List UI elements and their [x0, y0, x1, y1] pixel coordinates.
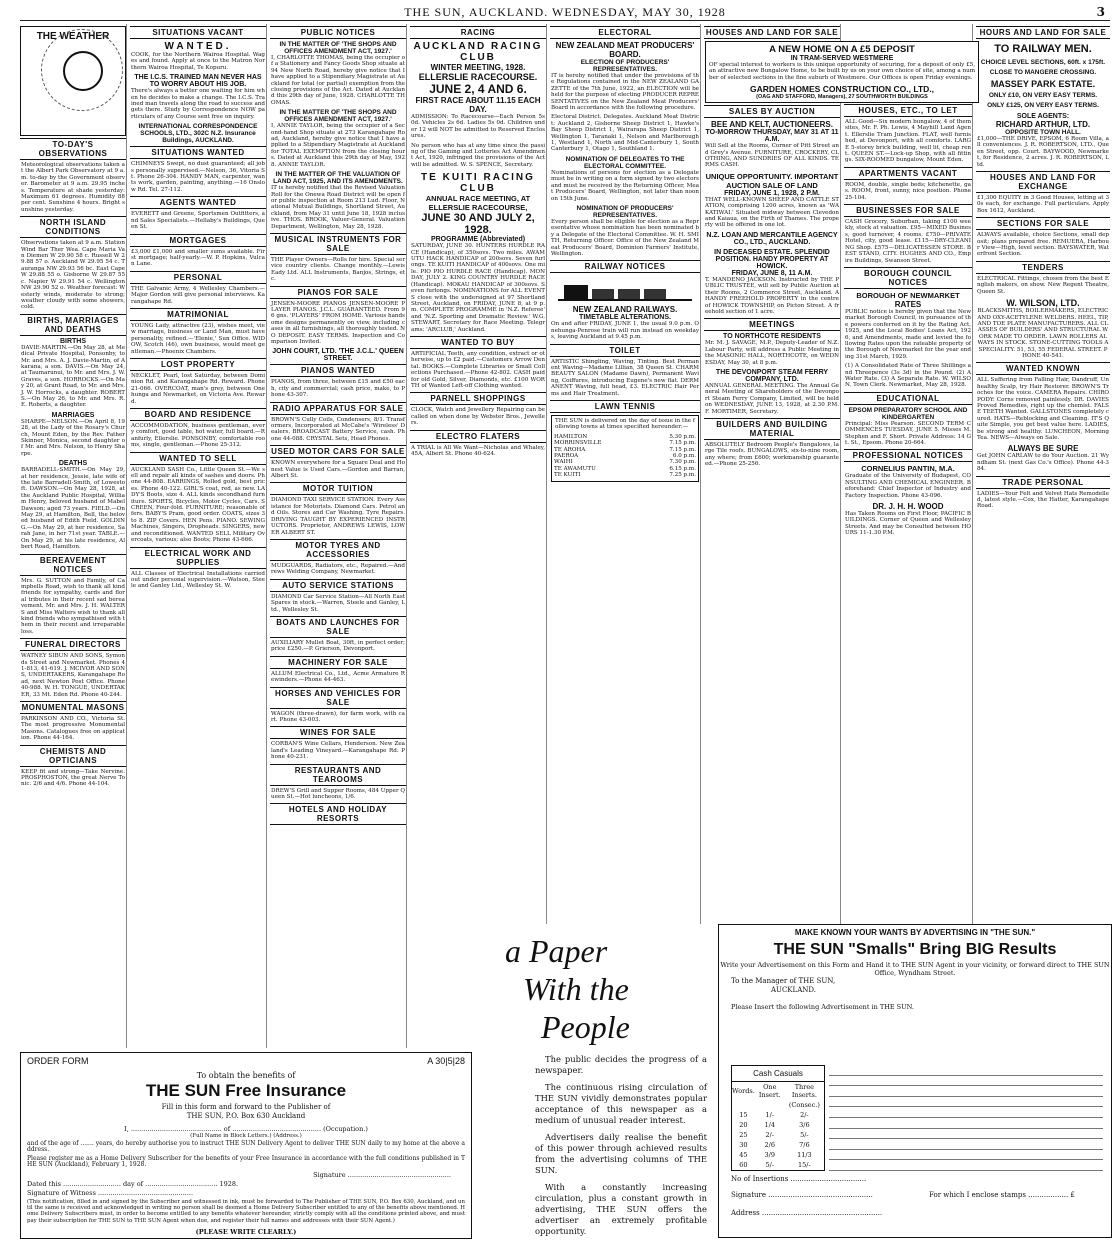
musical-text: THE Player Owners—Rolls for hire. Special service country clients. Change monthly.—Lewis Eady Ltd. ALL Instruments, Banjos, Strings, etc. [271, 256, 405, 283]
marriages-text: SHARPE—NELSON.—On April 8, 1928, at the Lady of the Rosary's Church, Mount Eden, by the Rev. Father Skinner, Monica, second daughter of Mr. and Mrs. Nelson, to Henry Sharpe. [21, 418, 125, 457]
smalls-sub: Write your Advertisement on this Form and Hand it to THE SUN Agent in your vicinity, or forward direct to THE SUN Office, Wyndham Street. [720, 961, 1110, 977]
cornelius-title: CORNELIUS PANTIN, M.A. [861, 464, 955, 474]
column-3 [270, 24, 407, 1048]
smalls-manager [731, 977, 914, 1012]
wanted-known-text: ALL Suffering from Falling Hair, Dandruff, Unhealthy Scalp, try Hair Restorer. BROWN'S Troches for the voice. CAMERA Repairs. CHIROPODY: Corns removed painlessly. DR. DAVIES Proved Remedies, right up the chemist. FALSE TEETH Wanted. GALLSTONES completely cured. HATS—Reblocking and Cleaning. IT'S Quite Simple, you get best value here. LADIES, be strong and healthy. LUNCHEON, Morning Tea. NEWS—Always on Sale. [977, 377, 1109, 441]
paper-with-people-ad [475, 930, 715, 1236]
new-home-title: A NEW HOME ON A £5 DEPOSIT [769, 44, 915, 55]
order-form-please: (PLEASE WRITE CLEARLY.) [195, 1228, 297, 1236]
public-notices-heading: PUBLIC NOTICES [270, 26, 406, 39]
ics-name: INTERNATIONAL CORRESPONDENCE SCHOOLS, LTD., 302C N.Z. Insurance Buildings, AUCKLAND. [138, 123, 258, 145]
births-text: DAVIE-MARTIN.—On May 28, at Medical Private Hospital, Ponsonby, to Mr. and Mrs. A. J. Davie-Martin, of Akarana, a son. DAVIS.—On May 24, at Taumarunui, to Mr. and Mrs. J. W. Graves, a son. HORROCKS.—On May 20, at Grant Road, to Mr. and Mrs. J. W. Horrocks, a daughter. ROBERTS.—On May 26, to Mr. and Mrs. R. E. Roberts, a daughter. [21, 344, 125, 409]
deceased-title: IN DECEASED ESTATE. SPLENDID POSITION. HANDY PROPERTY AT HOWICK. [714, 248, 830, 270]
sun-delivery-box [551, 415, 699, 482]
ad-line[interactable] [829, 1097, 1103, 1108]
matrimonial-text: YOUNG Lady, attractive (23), wishes meet, view marriage, business or Land Man, must have personality, refined.—'Elenie,' Sun Office. WIDOW, Scotch (46), own business, would meet gentleman.—Phoenix Chambers. [131, 322, 265, 355]
mortgages-heading: MORTGAGES [130, 234, 266, 247]
toilet-text: ARTISTIC Shingling, Waving, Tinting. Best Permanent Waving—Madame Lillian, 38 Queen St. CHARM BEAUTY SALON (Madame Dawn), Permanent Waving, Coiffures, introducing Eugene's new flat. DERMANENT Waving, full head, £3. ELECTRIC Hair Perms and Hair Treatment. [551, 358, 699, 397]
cash-row: 60 5/- 15/- [739, 1161, 811, 1169]
cash-table [732, 1082, 824, 1170]
motor-tuition-heading: MOTOR TUITION [270, 482, 406, 495]
situations-wanted-text: CHIMNEYS Swept, no dust guaranteed; all jobs personally supervised.—Nelson, 36, Vitoria St. Phone 26-304. HANDY MAN, carpenter, wants work, garden, painting, anything.—16 Onslow Rd. Tel. 27-112. [131, 161, 265, 193]
always-text: Get JOHN CARLAW to do Your Auction. 21 Wyndham St. (next Gas Co.'s Office). Phone 44-384. [977, 453, 1109, 473]
railcar-icon [592, 289, 614, 299]
delivery-row: TE AROHA 7.15 p.m. [554, 446, 696, 453]
electoral-heading: ELECTORAL [550, 26, 700, 39]
arc-text: No person who has at any time since the passing of the Gaming and Lotteries Act Amendment Act, 1920, infringed the provisions of the Act will be admitted. W. S. SPENCE, Secretary. [411, 142, 545, 168]
cash-header-row: Words. One Insert. Three Inserts. [732, 1083, 817, 1099]
always-sure: ALWAYS BE SURE [1007, 444, 1079, 454]
restaurants-heading: RESTAURANTS AND TEAROOMS [270, 764, 406, 786]
observations-text: Meteorological observations taken at the Albert Park Observatory at 9 a.m. to-day by the Government observer. Barometer at 9 a.m. 29.95 inches. Temperature at shade yesterday: Maximum 61 degrees. Humidity 88 per cent. Sunshine 4 hours. Bright sunshine yesterday. [21, 162, 125, 213]
trade-heading: TRADE PERSONAL [976, 476, 1110, 489]
john-court: JOHN COURT, LTD. 'THE J.C.L.' QUEEN STREET. [272, 348, 404, 363]
marriages-heading: MARRIAGES [51, 411, 95, 419]
funeral-heading: FUNERAL DIRECTORS [20, 638, 126, 651]
paper-heading-1: a Paper [505, 933, 608, 969]
business-text: CASH Grocery, Suburban, taking £100 weekly, stock at valuation. £95—MIXED Business, good turnover, 4 rooms. £750—PRIVATE Hotel, city, good lease. £115—DRY-CLEANING Shop. £575—DELICATESSEN STORE. BEST STAND, CITY. HUGHES AND CO., Empire Buildings, Swanson Street. [845, 219, 971, 264]
arc-title: AUCKLAND RACING CLUB [413, 41, 543, 63]
racing-heading: RACING [410, 26, 546, 39]
situations-wanted-heading: SITUATIONS WANTED [130, 146, 266, 159]
sections-heading: SECTIONS FOR SALE [976, 217, 1110, 230]
musical-heading: MUSICAL INSTRUMENTS FOR SALE [270, 233, 406, 255]
deceased-text: T. MANDENO JACKSON. Instructed by THE PUBLIC TRUSTEE, will sell by Public Auction at their Rooms, 2 Commerce Street, Auckland. A HANDY FREEHOLD PROPERTY in the centre of HOWICK TOWNSHIP, on Picton Street. A freehold section of 1 acre. [705, 276, 839, 315]
locomotive-icon [564, 285, 588, 299]
smalls-title: THE SUN "Smalls" Bring BIG Results [773, 941, 1057, 958]
delivery-row: PAEROA 6.0 p.m. [554, 453, 696, 460]
unique-date: FRIDAY, JUNE 1, 1928, 2 P.M. [724, 189, 820, 197]
ad-line[interactable] [829, 1150, 1103, 1161]
houses-land-heading: HOUSES AND LAND FOR SALE [705, 28, 839, 37]
land-text: £1,000—THE DRIVE, EPSOM, 6 Room Villa, all conveniences. J. R. ROBERTSON, LTD., Queen Street, opp. Court. BAYWOOD, Newmarket, for Residence, 2 acres. J. R. ROBERTSON, Ltd. [977, 136, 1109, 168]
north-island-heading: NORTH ISLAND CONDITIONS [20, 216, 126, 238]
northcote-title: TO NORTHCOTE RESIDENTS [723, 333, 821, 341]
ad-line[interactable] [829, 1139, 1103, 1150]
wanted-heading: WANTED. [164, 41, 232, 52]
borough-heading: BOROUGH COUNCIL NOTICES [844, 267, 972, 289]
cash-row: 45 3/9 11/3 [739, 1151, 812, 1159]
nomination-text: Nominations of persons for election as a Delegate must be in writing on a form signed by two electors and must be received by the Returning Officer, Meat Producers' Board, Wellington, not later than noon on 15th June. [551, 169, 699, 202]
train-icon [558, 277, 692, 301]
delivery-row: WAIHI 7.30 p.m. [554, 459, 696, 466]
horses-text: WAGON (three-drawn), for farm work, with cart. Phone 43-003. [271, 710, 405, 723]
order-form-note: (This notification, filled in and signed by the Subscriber and witnessed in ink, must be forwarded to The Publisher of THE SUN, P.O. Box 630, Auckland, and until the same is received and acknowledged in writing no person shall be deemed a Home Delivery Subscriber entitled to any of the benefits above mentioned. Home Delivery Subscribers must, in order to become entitled to any benefits whatever hereunder, strictly comply with all the conditions printed above, and must pay their subscription for THE SUN to THE SUN Agent when due, and register their full names and addresses with their SUN Agent.) [27, 1199, 465, 1224]
used-motor-heading: USED MOTOR CARS FOR SALE [271, 447, 405, 457]
deaths-heading: DEATHS [58, 460, 88, 468]
order-form-title: THE SUN Free Insurance [145, 1081, 347, 1100]
delivery-row: TE KUITI 7.25 p.m. [554, 472, 696, 479]
board-residence-heading: BOARD AND RESIDENCE [130, 408, 266, 421]
richard-arthur: RICHARD ARTHUR, LTD. [995, 120, 1091, 129]
delivery-row: MORRINSVILLE 7.15 p.m. [554, 440, 696, 447]
cash-row: 30 2/6 7/6 [739, 1141, 810, 1149]
cash-header-row-2: (Consec.) [788, 1101, 820, 1109]
nomination2-text: Every person shall be eligible for election as a Representative whose nomination has been nominated by a Delegate of the Electoral Committee. W. H. SMITH, Returning Officer. Office of the New Zealand Meat Producers' Board, Dominion Farmers' Institute, Wellington. [551, 218, 699, 257]
builders-heading: BUILDERS AND BUILDING MATERIAL [704, 418, 840, 440]
motor-tuition-text: DIAMOND TAXI SERVICE STATION. Every Assistance for Motorists. Diamond Cars. Petrol and Oils. Stores and Car Washing. Tyre Repairs. DRIVING TAUGHT BY EXPERIENCED INSTRUCTORS. Proprietor, ANDREWS LEWIS, LOWER ALBERT ST. [271, 497, 405, 536]
shops2-text: I, ANNIE TAYLOR, being the occupier of a Second-hand Shop situate at 273 Karangahape Road, Auckland, hereby give notice that I have applied to a Stipendiary Magistrate at Auckland for TOTAL EXEMPTION from the closing hours. Dated at Auckland this 29th day of May, 1928. ANNIE TAYLOR. [271, 123, 405, 168]
close-mangere: CLOSE TO MANGERE CROSSING. [989, 69, 1097, 76]
nzr-title: NEW ZEALAND RAILWAYS. [572, 305, 678, 315]
apartments-heading: APARTMENTS VACANT [844, 167, 972, 180]
pianos-wanted-heading: PIANOS WANTED [270, 364, 406, 377]
teuiti-programme: PROGRAMME (Abbreviated) [430, 236, 526, 244]
districts-text: Electoral District. Delegates. Auckland Meat District: Auckland 2, Gisborne Sheep District 1, Hawke's Bay Sheep District 1, Wairarapa Sheep District 1, Wellington 1, Taranaki 1, Nelson and Marlborough 1, Westland 1, North and Mid-Canterbury 1, South Canterbury 1, Otago 1, Southland 1. [551, 114, 699, 153]
railway-heading: RAILWAY NOTICES [550, 260, 700, 273]
column-7 [844, 24, 973, 924]
nzmp-heading: NEW ZEALAND MEAT PRODUCERS' BOARD. [555, 41, 695, 59]
lost-text: NECKLET, Pearl, lost Saturday, between Dominion Rd. and Karangahape Rd. Reward. Phone 21-066. OVERCOAT, man's grey, between Onehunga and Newmarket, on Victoria Ave. Reward. [131, 372, 265, 405]
wilson-title: W. WILSON, LTD. [1006, 298, 1080, 309]
sole-agents: SOLE AGENTS: [1016, 113, 1070, 120]
bee-kelt-text: Will Sell at the Rooms, Corner of Pitt Street and Grey's Avenue. FURNITURE, CROCKERY, CLOTHING, AND SUNDRIES OF ALL KINDS. TERMS CASH. [705, 143, 839, 169]
rates-list: (1) A Consolidated Rate of Three Shillings and Threepence (3s 3d) in the Pound. (2) A Water Rate. (3) A Separate Rate. W. WILSON, Town Clerk. Newmarket, May 28, 1928. [845, 363, 971, 389]
epsom-text: Principal: Miss Pearson. SECOND TERM COMMENCES TUESDAY, JUNE 5. Misses M. Stephen and F. Short. Private Address: 14 Gt. St., Epsom. Phone 20-664. [845, 420, 971, 446]
order-form-dated[interactable]: Dated this ............................ day of ................................... 1928. [27, 1180, 239, 1188]
epsom-title: EPSOM PREPARATORY SCHOOL AND KINDERGARTEN [848, 406, 968, 421]
meetings-heading: MEETINGS [704, 318, 840, 331]
masthead [20, 4, 1110, 21]
lost-property-heading: LOST PROPERTY [130, 358, 266, 371]
ics-text: There's always a better one waiting for him when he decides to make a change. The I.C.S. Trained man travels along the road to success and gets there. Study by Correspondence NOW particulars of any Course sent free on inquiry. [131, 88, 265, 120]
valuation-heading: IN THE MATTER OF THE VALUATION OF LAND ACT, 1925, AND ITS AMENDMENTS. [273, 171, 403, 186]
shops2-heading: IN THE MATTER OF 'THE SHOPS AND OFFICES AMENDMENT ACT, 1927.' [279, 109, 397, 124]
restaurants-text: DREW'S Grill and Supper Rooms, 484 Upper Queen St.—Hot luncheons, 1/6. [271, 787, 405, 800]
massey-park: MASSEY PARK ESTATE. [990, 79, 1096, 89]
smalls-to: To the Manager of THE SUN, [731, 977, 836, 985]
order-form-fill: Fill in this form and forward to the Publisher of [161, 1103, 331, 1111]
chemists-heading: CHEMISTS AND OPTICIANS [20, 745, 126, 767]
motor-tyres-heading: MOTOR TYRES AND ACCESSORIES [270, 539, 406, 561]
situations-vacant-heading: SITUATIONS VACANT [130, 26, 266, 39]
wines-heading: WINES FOR SALE [270, 726, 406, 739]
parnell-text: CLOCK, Watch and Jewellery Repairing can be called on when done by Webster Bros., Jewellers. [411, 407, 545, 427]
ics-heading: THE I.C.S. TRAINED MAN NEVER HAS TO WORRY ABOUT HIS JOB. [134, 74, 262, 89]
arc-admission: ADMISSION: To Racecourse—Each Person 5s 0d. Vehicles 2s 6d. Ladies 5s 0d. Children under 12 will NOT be admitted to Reserved Enclosures. [411, 114, 545, 140]
stamps-field[interactable]: For which I enclose stamps .................. £ [929, 1191, 1075, 1199]
valuation-text: IT is hereby notified that the Revised Valuation Roll for the Onewa Road District will be open for public inspection at Room 213 Lud. Floor, National Mutual Buildings, Shortland Street, Auckland, from May 31 until June 18, 1928 inclusive. THOS. BROOK, Valuer-General. Valuation Department, Wellington, May 28, 1928. [271, 185, 405, 230]
delivery-list [554, 434, 696, 479]
wanted-to-buy-heading: WANTED TO BUY [410, 336, 546, 349]
cornelius-text: Graduate of the University of Budapest, CONSULTING AND CHEMICAL ENGINEER. Beforehand: Chief Inspector of Industry and Factory Inspection. Phone 43-096. [845, 473, 971, 499]
parnell-heading: PARNELL SHOPPINGS [410, 392, 546, 405]
paper-body [535, 1054, 707, 1237]
teuiti-title: TE KUITI RACING CLUB [421, 172, 535, 195]
agents-text: EVERETT and Greene, Sportsmen Outfitters, and Sales Specialists.—Hellaby's Buildings, Queen St. [131, 211, 265, 231]
nzr-text: On and after FRIDAY, JUNE 1, the usual 9.0 p.m. Onehunga-Penrose train will run instead on weekdays, leaving Auckland at 9.45 p.m. [551, 321, 699, 341]
births-heading: BIRTHS [59, 337, 87, 345]
paper-heading-2: With the [523, 971, 629, 1007]
pianos-heading: PIANOS FOR SALE [270, 286, 406, 299]
dentist-text: Has Taken Rooms on First Floor, PACIFIC BUILDINGS. Corner of Queen and Wellesley Streets. And may be Consulted between HOURS 11-1.30 P.M. [845, 511, 971, 537]
column-4 [410, 24, 547, 924]
new-home-sub: IN TRAM-SERVED WESTMERE [790, 55, 894, 62]
smalls-please: Please Insert the following Advertisement in THE SUN. [731, 1003, 914, 1011]
agents-wanted-heading: AGENTS WANTED [130, 196, 266, 209]
bee-kelt-title: BEE AND KELT, AUCTIONEERS. [711, 120, 833, 130]
personal-text: THE Galvanic Army, 4 Wellesley Chambers.—Major Gordon will give personal interviews. Karangahape Rd. [131, 285, 265, 305]
order-form-number: A 30|5|28 [427, 1056, 465, 1066]
nzr-sub: TIMETABLE ALTERATIONS. [579, 314, 671, 322]
professional-heading: PROFESSIONAL NOTICES [844, 449, 972, 462]
order-form-obtain: To obtain the benefits of [196, 1071, 296, 1080]
arc-meeting: WINTER MEETING, 1928. [430, 63, 526, 72]
paper-para-2: The continuous rising circulation of THE SUN vividly demonstrates popular acceptance of this newspaper as a medium of unusual reader interest. [535, 1082, 707, 1125]
used-motor-text: KNOWN everywhere for a Square Deal and Honest Value is Used Cars.—Gordon and Barran, Albert St. [271, 460, 405, 480]
board-text: ACCOMMODATION, business gentleman, every comfort, good table, hot water, full board.—Ranfurly, Ellerslie. PONSONBY, comfortable rooms, single, gentleman.—Phone 25-312. [131, 423, 265, 449]
cash-casuals-table [731, 1065, 825, 1171]
nzmp-text: IT is hereby notified that under the provisions of the Regulations contained in the NEW ZEALAND GAZETTE of the 7th June, 1922, an ELECTION will be held for the purpose of electing PRODUCER REPRESENTATIVES on the New Zealand Meat Producers' Board in accordance with the following procedure. [551, 73, 699, 112]
north-island-text: Observations taken at 9 a.m. Station Wind Bar Ther Wea. Cape Maria Van Diemen W 29.90 58 c. Russell W 29.88 57 o. Auckland W 29.95 54 c. Tauranga NW 29.93 56 bc. East Cape W 29.88 55 o. Gisborne W 29.87 55 c. Napier W 29.91 54 c. Wellington NW 29.90 52 o. Weather forecast: Westerly winds, moderate to strong; weather cloudy with some showers, cold. [21, 240, 125, 311]
tenders-text: ELECTRICAL Fittings, chosen from the best English makers, on show. New Regent Theatre, Queen St. [977, 275, 1109, 295]
paper-para-3: Advertisers daily realise the benefit of this power through achieved results from the advertising columns of THE SUN. [535, 1132, 707, 1175]
order-form-address: THE SUN, P.O. Box 630 Auckland [186, 1112, 306, 1120]
delivery-row: TE AWAMUTU 6.15 p.m. [554, 465, 696, 472]
sun-delivery-intro: THE SUN is delivered on the day of issue in the following towns at times specified hereunder:— [555, 418, 695, 431]
arc-first-race: FIRST RACE ABOUT 11.15 EACH DAY. [415, 96, 541, 114]
cash-row: 15 1/- 2/- [739, 1111, 809, 1119]
railway-men-title: TO RAILWAY MEN. [994, 43, 1092, 55]
cash-casuals-title: Cash Casuals [732, 1066, 824, 1082]
page-number: 3 [1096, 5, 1106, 19]
houses-let-text: ALL Good—Six modern bungalow, 4 of them sites, Mr. F. Ph. Lewis, 4 Mayhill Land Agent. Ellerslie Tram Junction. FLAT, well furnished, at Devonport, with all comforts. LARGE 5-storey brick building, well lit, cheap rent. QUEEN ST.—Lock-up Shop, with all fittings. SIX-ROOMED bungalow, Mount Eden. [845, 119, 971, 164]
toilet-heading: TOILET [550, 344, 700, 357]
machinery-text: ALLUM Electrical Co., Ltd., Acme Armature Rewinders.—Phone 44-463. [271, 670, 405, 684]
only-10: ONLY £10, ON VERY EASY TERMS. [988, 92, 1098, 99]
exchange-text: £1,300 EQUITY in 3 Good Houses, letting at 30s each, for exchange. Full particulars. Apply Box 1612, Auckland. [977, 195, 1109, 214]
ad-line[interactable] [829, 1065, 1103, 1076]
sun-icon [63, 51, 103, 91]
column-1 [20, 24, 127, 1048]
rates-text: PUBLIC notice is hereby given that the Newmarket Borough Council, in pursuance of the powers conferred on it by the Rating Act, 1925, and the Local Bodies' Loans Act, 1926, and Amendments, made and levied the following Rates upon the rateable property of the Borough of Newmarket for the year ending 31st March, 1929. [845, 308, 971, 360]
wanted-to-sell-text: AUCKLAND SASH Co., Little Queen St.—We sell and repair all kinds of sashes and doors. Phone 44-808. EARRINGS, Rolled gold, best prices. Phone 40-122. GIRL'S coat, red, as new. LADY'S Boots, size 4. ALL kinds secondhand furniture. SPORTS, Bicycles, Motor Cycles, Cars. SCREEN, Four-fold. FURNITURE; reasonable offers. BABY'S Pram, good order. COATS, sizes 3 to 8. ZIP Covers. HEN Pens. PIANO. SEWING Machines, Singers, Dropheads. SINGERS, new and reconditioned. WANTED SELL Military Overcoats, various; also Boots; Phone 43-666. [131, 466, 265, 544]
masthead-title: THE SUN, AUCKLAND. WEDNESDAY, MAY 30, 1928 [404, 5, 726, 19]
shops-text: I, CHARLOTTE THOMAS, being the occupier of a Stationery and Fancy Goods Shop situate at 94 New North Road, hereby give notice that I have applied to a Stipendiary Magistrate at Auckland for total (or partial) exemption from the closing provisions of the Act. Dated at Auckland this 29th day of June, 1928. CHARLOTTE THOMAS. [271, 55, 405, 106]
monumental-heading: MONUMENTAL MASONS [21, 703, 125, 712]
weather-title: THE WEATHER [36, 31, 110, 42]
devonport-text: ANNUAL GENERAL MEETING. The Annual General Meeting of Shareholders of the Devonport Steam Ferry Company, Limited, will be held on WEDNESDAY, JUNE 13, 1928, at 2.30 P.M. F. MORTIMER, Secretary. [705, 382, 839, 415]
nomination2-heading: NOMINATION OF PRODUCERS' REPRESENTATIVES. [576, 204, 674, 219]
teuiti-meeting: ANNUAL RACE MEETING, AT ELLERSLIE RACECOURSE, [425, 194, 531, 213]
garden-homes-sub: (OAG AND STAFFORD, Managers), 27 SOUTHWORTH BUILDINGS [756, 94, 928, 101]
electrical-text: ALL Classes of Electrical Installations carried out under personal supervision.—Watson, Steele and Ganley Ltd., Wellesley St. W. [131, 570, 265, 590]
railcar-icon [644, 289, 666, 299]
exchange-heading: HOUSES AND LAND FOR EXCHANGE [976, 171, 1110, 193]
nzmp-sub: ELECTION OF PRODUCERS' REPRESENTATIVES. [580, 59, 670, 73]
mortgages-text: £3,000 £1,000 and smaller sums available. First mortgage; half-yearly.—W. P. Hopkins, Vulcan Lane. [131, 248, 265, 268]
paper-para-4: With a constantly increasing circulation, plus a constant growth in advertising, THE SUN offers the advertiser an extremely profitable opportunity. [535, 1182, 707, 1236]
auto-service-text: DIAMOND Car Service Station—All North East Spares in stock.—Warren, Steele and Ganley, Ltd., Wellesley St. [271, 593, 405, 613]
address-field[interactable]: Address ...................................................... [731, 1209, 883, 1217]
garden-homes-title: GARDEN HOMES CONSTRUCTION CO., LTD., [749, 84, 934, 95]
boats-heading: BOATS AND LAUNCHES FOR SALE [270, 616, 406, 638]
paper-para-1: The public decides the progress of a newspaper. [535, 1054, 707, 1075]
wanted-known-heading: WANTED KNOWN [976, 362, 1110, 375]
nomination-heading: NOMINATION OF DELEGATES TO THE ELECTORAL COMMITTEE. [565, 155, 685, 170]
ad-line[interactable] [829, 1107, 1103, 1118]
shops-heading: IN THE MATTER OF 'THE SHOPS AND OFFICES AMENDMENT ACT, 1927.' [279, 41, 397, 55]
opposite-town-hall: OPPOSITE TOWN HALL. [1005, 129, 1081, 136]
column-5 [550, 24, 701, 924]
pianos-text: JENSEN-MOORE PIANOS JENSEN-MOORE PLAYER PIANOS. J.C.L. GUARANTEED. From 96 gns. 'PLAYERS' FROM HOME. Various handsome designs permanently on view, including cases in all furnishings, all thoroughly tested. NO DEPOSIT. EASY TERMS. Inspection and Comparison Invited. [271, 300, 405, 345]
ad-line[interactable] [829, 1076, 1103, 1087]
todays-observations-heading: TO-DAY'S OBSERVATIONS [20, 138, 126, 160]
weather-box [20, 26, 126, 136]
houses-land-heading-2: HOURS AND LAND FOR SALE [976, 26, 1110, 39]
wines-text: CORBAN'S Wine Cellars, Henderson. New Zealand's Leading Vineyard.—Karangahape Rd. Phone 40-231. [271, 741, 405, 761]
electro-heading: ELECTRO FLATERS [410, 430, 546, 443]
borough-title: BOROUGH OF NEWMARKET [856, 290, 960, 300]
wilson-text: BLACKSMITHS, BOILERMAKERS, ELECTRIC AND OXY-ACETYLENE WELDERS. HEEL, TIP, AND TOE PLATE MANUFACTURERS. ALL CLASSES OF BUILDERS' AND STRUCTURAL WORK MADE TO ORDER. LAWN ROLLERS ALWAYS IN STOCK. STONE-CUTTING TOOLS A SPECIALITY. 51, 53, 55 FEDERAL STREET. PHONE 40-541. [977, 308, 1109, 359]
monumental-text: PARKINSON AND CO., Victoria St. The most progressive Monumental Masons. Catalogues free on application. Phone 44-164. [21, 716, 125, 742]
order-form-name-caption: (Full Name in Block Letters.) (Address.) [190, 1133, 302, 1139]
matrimonial-heading: MATRIMONIAL [130, 308, 266, 321]
wanted-to-buy-text: ARTIFICIAL Teeth, any condition, extract or otherwise, up to £2 paid.—Customers Arrow Dental. BOOKS.—Complete Libraries or Small Collections Purchased.—Phone 42-802. CASH paid for old Gold, Silver, Diamonds, etc. £100 WORTH of Wanted Left-off Clothing wanted. [411, 350, 545, 389]
signature-field[interactable]: Signature ............................................... [731, 1191, 873, 1199]
chemists-text: KEEP fit and strong—Take Nervine. PROSPHOSTON, the great Nerve Tonic. 2/6 and 4/6. Phone 44-104. [21, 768, 125, 788]
cash-row: 20 1/4 3/6 [739, 1121, 810, 1129]
motor-tyres-text: MUDGUARDS, Radiators, etc., Repaired.—Andrews Welding Company, Newmarket. [271, 562, 405, 576]
bereavement-heading: BEREAVEMENT NOTICES [20, 554, 126, 576]
only-125: ONLY £125, ON VERY EASY TERMS. [987, 102, 1099, 109]
machinery-heading: MACHINERY FOR SALE [270, 656, 406, 669]
ad-line[interactable] [829, 1086, 1103, 1097]
order-form-witness[interactable]: Signature of Witness .............................................. [27, 1189, 194, 1197]
radio-text: BROWN'S Cully Coils, Condensers, 8/1. Transformers, Incorporated at McCabe's 'Wireless' Dealers. BROADCAST Battery Service, cash. Phone 44-088. CRYSTAL Sets, Head Phones. [271, 416, 405, 442]
horses-heading: HORSES AND VEHICLES FOR SALE [270, 687, 406, 709]
teuiti-dates: JUNE 30 AND JULY 2, 1928. [421, 212, 535, 237]
railcar-icon [618, 289, 640, 299]
hotels-heading: HOTELS AND HOLIDAY RESORTS [270, 803, 406, 825]
funeral-text: WATNEY SIBUN AND SONS, Symonds Street and Newmarket. Phones 41-813, 41-619. J. MCIVOR AND SONS, UNDERTAKERS, Karangahape Road, next Newton Post Office. Phone 40-988. W. H. TONGUE, UNDERTAKER, 33 Mt. Eden Rd. Phone 40-244. [21, 653, 125, 698]
business-sale-heading: BUSINESSES FOR SALE [844, 204, 972, 217]
ad-line[interactable] [829, 1160, 1103, 1171]
builders-text: ABSOLUTELY Bedroom People's Bungalows, large Tile roofs. BUNGALOWS, six-to-nine room, any where; from £600; workmanship guaranteed.—Phone 25-256. [705, 441, 839, 468]
ad-line[interactable] [829, 1129, 1103, 1140]
new-home-ad [705, 41, 979, 103]
order-form [20, 1052, 472, 1239]
radio-heading: RADIO APPARATUS FOR SALE [270, 402, 406, 415]
column-2 [130, 24, 267, 1048]
smalls-city: AUCKLAND. [771, 986, 816, 994]
tenders-heading: TENDERS [976, 261, 1110, 274]
smalls-ad-form [718, 924, 1112, 1238]
wanted-to-sell-heading: WANTED TO SELL [130, 452, 266, 465]
smalls-top: MAKE KNOWN YOUR WANTS BY ADVERTISING IN "THE SUN." [794, 928, 1036, 937]
electro-text: A TRIAL is All We Want—Nicholas and Whaley, 45A, Albert St. Phone 40-624. [411, 444, 545, 457]
nz-loan-title: N.Z. LOAN AND MERCANTILE AGENCY CO., LTD., AUCKLAND. [706, 231, 838, 246]
electrical-work-heading: ELECTRICAL WORK AND SUPPLIES [130, 547, 266, 569]
sales-auction-heading: SALES BY AUCTION [704, 105, 840, 118]
cash-row: 25 2/- 5/- [739, 1131, 809, 1139]
educational-heading: EDUCATIONAL [844, 392, 972, 405]
insertions-field[interactable]: No of Insertions .................................. [731, 1175, 867, 1183]
ad-line[interactable] [829, 1118, 1103, 1129]
bereavement-text: Mrs. G. SUTTON and Family, of Campbells Road, wish to thank all kind friends for sympathy, cards and floral tributes in their recent sad bereavement. Mr. and Mrs. J. H. WALTERS and Miss Walters wish to thank all kind friends who sympathised with them in their recent and irreparable loss. [21, 577, 125, 635]
devonport-title: THE DEVONPORT STEAM FERRY COMPANY, LTD. [715, 368, 829, 383]
order-form-register: Please register me as a Home Delivery Subscriber for the benefits of your Free Insurance in accordance with the full conditions published in THE SUN (Auckland), February 1, 1928. [27, 1155, 465, 1169]
ad-writing-lines[interactable] [829, 1065, 1103, 1165]
order-form-label: ORDER FORM [27, 1056, 89, 1066]
paper-heading-3: People [541, 1009, 630, 1045]
rates-heading: RATES [894, 299, 922, 309]
dentist-title: DR. J. H. H. WOOD [872, 502, 944, 512]
new-home-text: OF special interest to workers is this unique opportunity of securing, for a deposit of only £5, an attractive new Bungalow Home, to be built by us on your own choice of site, among a number of selected sections in the fine suburb of Westmere. Our Offices is open Friday evenings. [709, 62, 976, 81]
pianos-wanted-text: PIANOS, from three, between £15 and £50 each, city and commercial; cash price, make, to Phone 43-307. [271, 379, 405, 399]
teuiti-text: SATURDAY, JUNE 30. HUNTERS HURDLE RACE (Handicap), of 350sovs. Two miles. AWAMUTU HACK HANDICAP of 200sovs. Seven furlongs. TE KUITI HANDICAP of 400sovs. One mile. PIO PIO HURDLE RACE (Handicap). MONDAY, JULY 2. KING COUNTRY HURDLE RACE (Handicap). MOKAU HANDICAP of 300sovs. Seven furlongs. NOMINATIONS for ALL EVENTS close with the undersigned at 97 Shortland Street, Auckland, on FRIDAY, JUNE 8, at 9 p.m. COMPLETE PROGRAMME in 'N.Z. Referee' and 'N.Z. Sporting and Dramatic Review.' W.G. STEWART, Secretary for Race Meeting. Telegrams: 'ARCLUB,' Auckland. [411, 243, 545, 333]
order-form-signature[interactable]: Signature .................................................. [313, 1171, 451, 1179]
lawn-tennis-heading: LAWN TENNIS [550, 400, 700, 413]
deaths-text: BARRADELL-SMITH.—On May 29, at her residence, Jessie, late wife of the late Barradell-Smith, of Lowestoft. DAWSON.—On May 28, 1928, at the Auckland Public Hospital, William Henry, beloved husband of Mabel Dawson; aged 73 years. FIELD.—On May 29, at Hamilton, Bell, the beloved husband of Edith Field. GOLDING.—On May 29, at her residence, Sarah Jane, in her 71st year. TABLE.—On May 29, at his late residence, Albert Road, Hamilton. [21, 467, 125, 551]
sections-text: ALWAYS available, choice Sections, small deposit; plans prepared free. REMUERA, Harbour View—High, level section. BAYSWATER, Waterfront Section. [977, 232, 1109, 258]
unique-title: UNIQUE OPPORTUNITY. IMPORTANT AUCTION SALE OF LAND [705, 171, 839, 190]
order-form-name-line[interactable]: I, ............................................ of ........................................... (Occupation.) [124, 1125, 368, 1133]
delivery-row: HAMILTON 5.30 p.m. [554, 433, 696, 440]
bee-kelt-dates: TO-MORROW THURSDAY, MAY 31 AT 11 A.M. [705, 129, 839, 144]
order-form-age-line[interactable]: and of the age of ....... years, do hereby authorise you to instruct THE SUN Delivery Agent to deliver THE SUN daily to my home at the above address. [27, 1140, 465, 1154]
boats-text: AUXILIARY Mullet Boat, 30ft, in perfect order; price £250.—P. Grierson, Devonport. [271, 639, 405, 653]
arc-dates: JUNE 2, 4 AND 6. [429, 82, 527, 96]
arc-venue: ELLERSLIE RACECOURSE. [418, 72, 538, 82]
wanted-text: COOK, for the Northern Wairoa Hospital. Wages and found. Apply at once to the Matron Northern Wairoa Hospital, Te Kopuru. [131, 52, 265, 71]
auto-service-heading: AUTO SERVICE STATIONS [270, 579, 406, 592]
personal-heading: PERSONAL [130, 271, 266, 284]
bmd-heading: BIRTHS, MARRIAGES AND DEATHS [20, 314, 126, 336]
northcote-text: Mr. M. J. SAVAGE, M.P., Deputy-Leader of N.Z. Labour Party, will address a Public Meeting in the MASONIC HALL, NORTHCOTE, on WEDNESDAY, May 30, at 8 p.m. [705, 340, 839, 366]
deceased-date: FRIDAY, JUNE 8, 11 A.M. [731, 269, 813, 277]
houses-let-heading: HOUSES, ETC., TO LET [844, 104, 972, 117]
trade-text: LADIES—Your Felt and Velvet Hats Remodelled, latest style.—Cox, the Hatter, Karangahape Road. [977, 490, 1109, 510]
column-8 [976, 24, 1110, 924]
choice-sections: CHOICE LEVEL SECTIONS, 60ft. x 175ft. [980, 59, 1106, 66]
apartments-text: ROOM, double, single beds; kitchenette, gas. ROOM, front, sunny, nice position. Phone 25-104. [845, 181, 971, 201]
unique-text: THAT WELL-KNOWN SHEEP AND CATTLE STATION, comprising 1200 acres, known as 'WAKATIWAI.' Situated midway between Clevedon and Kaiaua, on the Firth of Thames. The property will be offered in one lot. [705, 196, 839, 229]
